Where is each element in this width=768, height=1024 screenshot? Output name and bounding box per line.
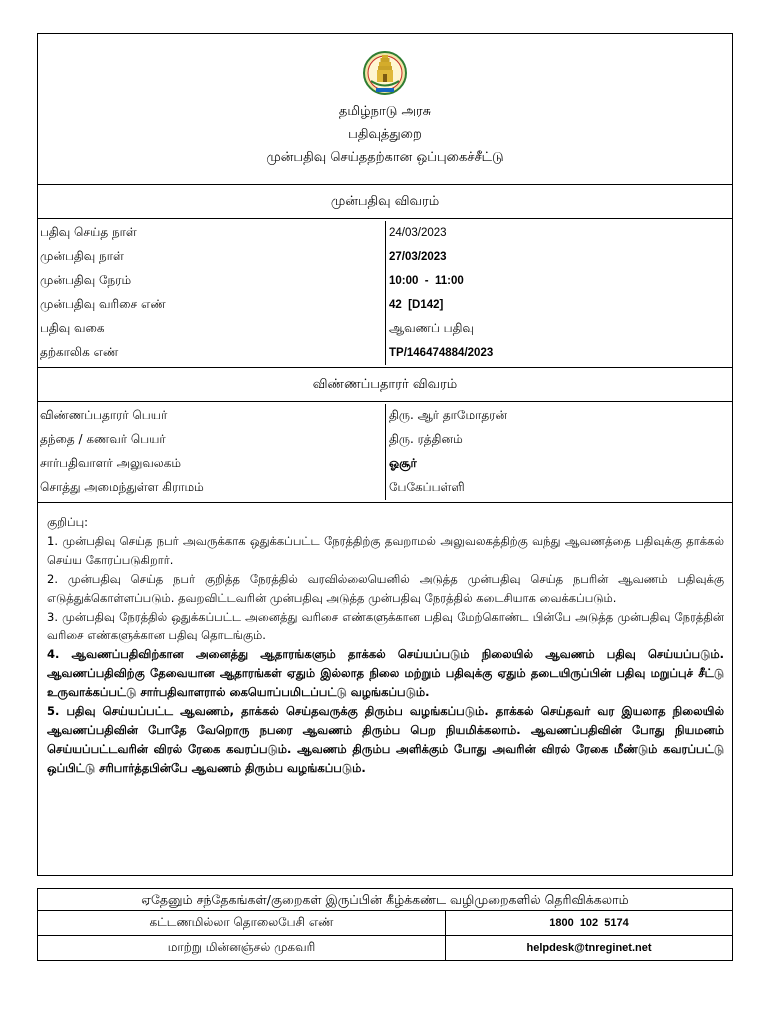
property-village-label: சொத்து அமைந்துள்ள கிராமம் bbox=[38, 476, 386, 500]
father-husband-name-label: தந்தை / கணவர் பெயர் bbox=[38, 428, 386, 452]
temporary-number-label: தற்காலிக எண் bbox=[38, 341, 386, 365]
table-row bbox=[38, 341, 732, 365]
registration-type-value: ஆவணப் பதிவு bbox=[389, 321, 474, 335]
booking-date-value: 27/03/2023 bbox=[389, 251, 447, 263]
note-item: 4. ஆவணப்பதிவிற்கான அனைத்து ஆதாரங்களும் தாக்கல் செய்யப்படும் நிலையில் ஆவணம் பதிவு செய்யப்படும். ஆவணப்பதிவிற்கு தேவையான ஆதாரங்கள் ஏதும் இல்லாத நிலை மற்றும் பதிவுக்கு ஏதும் தடையிருப்பின் பதிவு மறுப்புச் சீட்டு உருவாக்கப்பட்டு சார்பதிவாளரால் கையொப்பமிடப்பட்டு வழங்கப்படும். bbox=[47, 647, 724, 700]
booking-details-table bbox=[38, 221, 732, 365]
alternate-email-label: மாற்று மின்னஞ்சல் முகவரி bbox=[38, 936, 446, 961]
booking-time-label: முன்பதிவு நேரம் bbox=[38, 269, 386, 293]
note-item: 2. முன்பதிவு செய்த நபர் குறித்த நேரத்தில் வரவில்லையெனில் அடுத்த முன்பதிவு செய்த நபரின் ஆவணம் பதிவுக்கு எடுத்துக்கொள்ளப்படும். தவறவிட்டவரின் முன்பதிவு அடுத்த முன்பதிவு நேரத்தில் கடைசியாக வைக்கப்படும். bbox=[47, 571, 724, 605]
toll-free-number: 1800 102 5174 bbox=[446, 911, 733, 936]
slip-header bbox=[38, 34, 732, 185]
applicant-section-title: விண்ணப்பதாரர் விவரம் bbox=[38, 368, 732, 402]
table-row bbox=[38, 452, 732, 476]
government-title: தமிழ்நாடு அரசு bbox=[338, 104, 432, 119]
queue-number-label: முன்பதிவு வரிசை எண் bbox=[38, 293, 386, 317]
notes-section bbox=[38, 503, 732, 778]
table-row bbox=[38, 936, 732, 961]
table-row bbox=[38, 317, 732, 341]
alternate-email-value[interactable]: helpdesk@tnreginet.net bbox=[526, 942, 652, 954]
property-village-value: பேகேப்பள்ளி bbox=[389, 480, 465, 494]
acknowledgement-slip bbox=[37, 33, 733, 876]
temporary-number-value: TP/146474884/2023 bbox=[389, 347, 494, 359]
slip-title: முன்பதிவு செய்ததற்கான ஒப்புகைச்சீட்டு bbox=[266, 150, 504, 165]
tamilnadu-emblem-icon bbox=[363, 48, 407, 98]
registration-type-label: பதிவு வகை bbox=[38, 317, 386, 341]
table-row bbox=[38, 221, 732, 245]
helpdesk-box bbox=[37, 888, 733, 961]
note-item: 5. பதிவு செய்யப்பட்ட ஆவணம், தாக்கல் செய்தவருக்கு திரும்ப வழங்கப்படும். தாக்கல் செய்தவர் வர இயலாத நிலையில் ஆவணப்பதிவின் போதே வேறொரு நபரை ஆவணம் திரும்ப பெற நியமிக்கலாம். ஆவணப்பதிவின் போது நியமனம் செய்யப்பட்டவரின் விரல் ரேகை கவரப்படும். ஆவணம் திரும்ப அளிக்கும் போது அவரின் விரல் ரேகை மீண்டும் கவரப்பட்டு ஒப்பிட்டு சரிபார்த்தபின்பே ஆவணம் திரும்ப வழங்கப்படும். bbox=[47, 704, 724, 775]
table-row bbox=[38, 293, 732, 317]
applicant-name-value: திரு. ஆர் தாமோதரன் bbox=[389, 408, 508, 422]
table-row bbox=[38, 269, 732, 293]
booking-date-label: முன்பதிவு நாள் bbox=[38, 245, 386, 269]
registered-date-label: பதிவு செய்த நாள் bbox=[38, 221, 386, 245]
table-row bbox=[38, 245, 732, 269]
applicant-details-table bbox=[38, 404, 732, 500]
booking-time-value: 10:00 - 11:00 bbox=[389, 275, 464, 287]
sub-registrar-office-label: சார்பதிவாளர் அலுவலகம் bbox=[38, 452, 386, 476]
table-row bbox=[38, 476, 732, 500]
sub-registrar-office-value: ஓசூர் bbox=[389, 456, 417, 470]
notes-heading: குறிப்பு: bbox=[47, 515, 89, 529]
note-item: 3. முன்பதிவு நேரத்தில் ஒதுக்கப்பட்ட அனைத்து வரிசை எண்களுக்கான பதிவு மேற்கொண்ட பின்பே அடுத்த முன்பதிவு நேரத்தின் வரிசை எண்களுக்கான பதிவு தொடங்கும். bbox=[47, 609, 724, 643]
note-item: 1. முன்பதிவு செய்த நபர் அவருக்காக ஒதுக்கப்பட்ட நேரத்திற்கு தவறாமல் அலுவலகத்திற்கு வந்து ஆவணத்தை பதிவுக்கு தாக்கல் செய்ய கோரப்படுகிறார். bbox=[47, 533, 724, 567]
table-row bbox=[38, 911, 732, 936]
helpdesk-table bbox=[38, 911, 732, 960]
table-row bbox=[38, 404, 732, 428]
department-title: பதிவுத்துறை bbox=[348, 127, 422, 142]
table-row bbox=[38, 428, 732, 452]
queue-number-value: 42 [D142] bbox=[389, 299, 444, 311]
toll-free-label: கட்டணமில்லா தொலைபேசி எண் bbox=[38, 911, 446, 936]
registered-date-value: 24/03/2023 bbox=[389, 227, 447, 239]
applicant-name-label: விண்ணப்பதாரர் பெயர் bbox=[38, 404, 386, 428]
booking-section-title: முன்பதிவு விவரம் bbox=[38, 185, 732, 219]
helpdesk-heading: ஏதேனும் சந்தேகங்கள்/குறைகள் இருப்பின் கீழ்க்கண்ட வழிமுறைகளில் தெரிவிக்கலாம் bbox=[38, 889, 732, 911]
father-husband-name-value: திரு. ரத்தினம் bbox=[389, 432, 463, 446]
